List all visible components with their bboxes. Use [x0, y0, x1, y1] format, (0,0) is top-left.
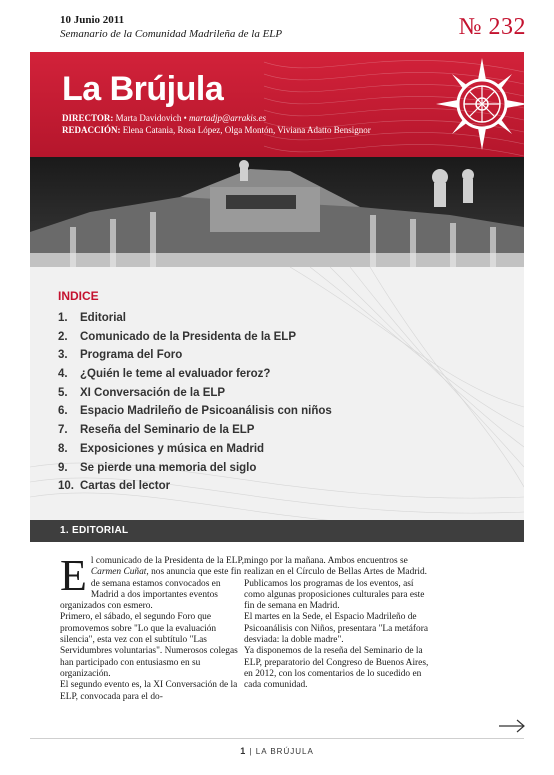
- article-paragraph: El segundo evento es, la XI Conversación de la ELP, convocada para el do-: [60, 680, 238, 702]
- footer-separator: |: [249, 747, 253, 756]
- index-label: Reseña del Seminario de la ELP: [80, 424, 255, 437]
- footer-divider: [30, 738, 524, 739]
- index-number: 2.: [58, 330, 68, 343]
- director-email[interactable]: martadjp@arrakis.es: [188, 113, 267, 123]
- credits: [62, 112, 371, 136]
- index-number: 7.: [58, 424, 68, 437]
- redaccion-names: Elena Catania, Rosa López, Olga Montón, Viviana Adatto Bensignor: [122, 125, 371, 135]
- article-paragraph: El martes en la Sede, el Espacio Madrileño de Psicoanálisis con Niños, presentara "La metáfora desviada: la doble madre".: [244, 612, 428, 646]
- index-item[interactable]: [58, 346, 332, 365]
- redaccion-line: [62, 124, 371, 136]
- index-label: ¿Quién le teme al evaluador feroz?: [80, 368, 271, 381]
- section-header: [30, 520, 524, 542]
- index-item[interactable]: [58, 459, 332, 478]
- director-line: [62, 112, 371, 124]
- index-number: 5.: [58, 386, 68, 399]
- lead-text-b: , nos anuncia que este fin de semana estamos convocados en Madrid a dos importantes eventos organizados con esmero.: [60, 567, 242, 612]
- lead-name: Carmen Cuñat: [90, 567, 147, 578]
- publication-subtitle: Semanario de la Comunidad Madrileña de la ELP: [60, 28, 283, 40]
- drop-cap: E: [60, 551, 87, 600]
- article-paragraph: Primero, el sábado, el segundo Foro que promovemos sobre "Lo que la evaluación silencia", esta vez con el subtítulo "Las Servidumbres voluntarias". Numerosos colegas han participado con entusiasmo en su organización.: [60, 612, 238, 679]
- index-number: 6.: [58, 405, 68, 418]
- index-panel: [30, 267, 524, 520]
- index-label: Se pierde una memoria del siglo: [80, 461, 257, 474]
- masthead-banner: [30, 52, 524, 157]
- index-list: [58, 309, 332, 496]
- article-paragraph: mingo por la mañana. Ambos encuentros se realizan en el Círculo de Bellas Artes de Madrid. Publicamos los programas de los eventos, así como algunas proposiciones culturales para este fin de semana en Madrid.: [244, 556, 428, 612]
- index-number: 1.: [58, 312, 68, 324]
- article-column-1: [60, 551, 250, 703]
- index-item[interactable]: [58, 402, 332, 421]
- index-label: Cartas del lector: [80, 480, 171, 493]
- index-item[interactable]: [58, 440, 332, 459]
- index-title: INDICE: [58, 289, 99, 303]
- index-label: XI Conversación de la ELP: [80, 386, 226, 399]
- index-item[interactable]: [58, 328, 332, 347]
- index-label: Editorial: [80, 312, 127, 324]
- index-item[interactable]: [58, 309, 332, 328]
- page-number: 1: [240, 746, 247, 756]
- index-item[interactable]: [58, 384, 332, 403]
- lead-text-a: l comunicado de la Presidenta de la ELP,: [90, 556, 244, 566]
- section-title: 1. EDITORIAL: [60, 525, 129, 536]
- footer-name: LA BRÚJULA: [255, 747, 314, 756]
- building-photo: [30, 157, 524, 267]
- index-item[interactable]: [58, 477, 332, 496]
- index-number: 9.: [58, 461, 68, 474]
- index-number: 3.: [58, 349, 68, 362]
- masthead-top: [0, 0, 554, 52]
- index-number: 8.: [58, 442, 68, 455]
- index-item[interactable]: [58, 421, 332, 440]
- redaccion-label: REDACCIÓN:: [62, 125, 121, 135]
- director-name: Marta Davidovich •: [115, 113, 187, 123]
- building-illustration: [30, 157, 524, 267]
- arrow-right-icon[interactable]: [498, 719, 526, 733]
- index-label: Exposiciones y música en Madrid: [80, 442, 265, 455]
- index-item[interactable]: [58, 365, 332, 384]
- index-label: Espacio Madrileño de Psicoanálisis con niños: [80, 405, 332, 418]
- article-column-2: [244, 556, 434, 692]
- issue-date: 10 Junio 2011: [60, 14, 125, 26]
- compass-rose-icon: [434, 56, 524, 152]
- index-label: Programa del Foro: [80, 349, 183, 362]
- page-footer: [0, 746, 554, 756]
- index-label: Comunicado de la Presidenta de la ELP: [80, 330, 297, 343]
- article-paragraph: [60, 551, 250, 612]
- index-number: 4.: [58, 368, 68, 381]
- issue-number: № 232: [458, 14, 526, 40]
- article-paragraph: Ya disponemos de la reseña del Seminario de la ELP, preparatorio del Congreso de Buenos Aires, en 2012, con los comentarios de lo sucedido en cada comunidad.: [244, 646, 429, 691]
- director-label: DIRECTOR:: [62, 113, 114, 123]
- index-number: 10.: [58, 480, 74, 493]
- brand-title: La Brújula: [62, 70, 224, 108]
